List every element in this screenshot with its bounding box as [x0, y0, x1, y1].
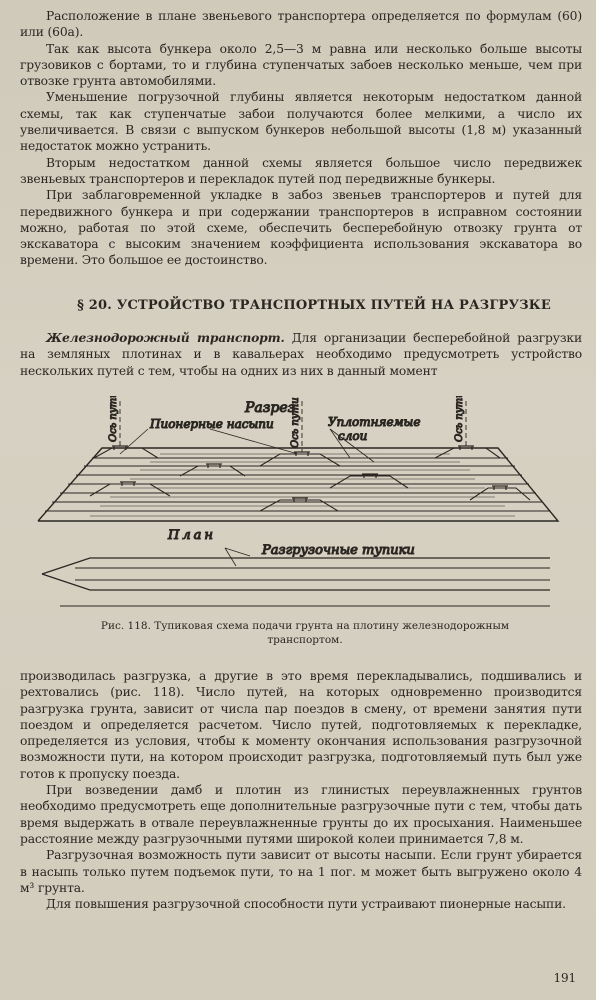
label-section: Разрез — [245, 400, 296, 416]
paragraph: Разгрузочная возможность пути зависит от высоты насыпи. Если грунт убирается в насыпь только путем подъемок пути, то на 1 пог. м может быть выгружено около 4 м³ грунта. — [20, 848, 582, 895]
paragraph: Для повышения разгрузочной способности пути устраивают пионерные насыпи. — [46, 897, 566, 912]
paragraph — [20, 330, 582, 379]
figure-caption — [90, 620, 520, 647]
label-compacted-1: Уплотняемые — [328, 415, 421, 429]
paragraph: При возведении дамб и плотин из глинистых переувлажненных грунтов необходимо предусмотреть еще дополнительные разгрузочные пути с тем, чтобы дать время выдержать в отвале переувлажненные грунты до их просыхания. Наименьшее расстояние между разгрузочными путями широкой колеи принимается 7,8 м. — [20, 783, 582, 846]
section-intro — [20, 330, 582, 379]
paragraph: Так как высота бункера около 2,5—3 м равна или несколько больше высоты грузовиков с бортами, то и глубина ступенчатых забоев несколько меньше, чем при отвозке грунта автомобилями. — [20, 41, 582, 89]
top-text-block — [20, 8, 582, 269]
paragraph: При заблаговременной укладке в забоз звеньев транспортеров и путей для передвижного бункера и при содержании транспортеров в исправном состоянии можно, работая по этой схеме, обеспечить бесперебойную отвозку грунта от экскаватора с высоким значением коэффициента использования экскаватора во времени. Это большое ее достоинство. — [20, 188, 582, 268]
paragraph: Расположение в плане звеньевого транспортера определяется по формулам (60) или (60а). — [20, 9, 582, 40]
caption-line: Рис. 118. Тупиковая схема подачи грунта на плотину железнодорожным — [100, 620, 510, 632]
paragraph: Вторым недостатком данной схемы является большое число передвижек звеньевых транспортеров и перекладок путей под передвижные бункеры. — [20, 155, 582, 186]
section-heading: § 20. УСТРОЙСТВО ТРАНСПОРТНЫХ ПУТЕЙ НА РАЗГРУЗКЕ — [77, 298, 551, 313]
paragraph: Уменьшение погрузочной глубины является некоторым недостатком данной схемы, так как ступенчатые забои получаются более мелкими, а число их увеличивается. В связи с выпуском бункеров небольшой высоты (1,8 м) указанный недостаток можно устранить. — [20, 90, 582, 154]
label-axis-1: Ось пути — [108, 396, 119, 442]
caption-line: транспортом. — [267, 633, 343, 646]
label-axis-3: Ось пути — [454, 396, 465, 442]
bottom-text-block — [20, 668, 582, 912]
paragraph: производилась разгрузка, а другие в это время перекладывались, подшивались и рехтовались (рис. 118). Число путей, на которых одновременно производится разгрузка грунта, зависит от числа пар поездов в смену, от времени занятия пути поездом и определяется расчетом. Число путей, подготовляемых к перекладке, определяется из условия, чтобы к моменту окончания использования разгрузочной возможности пути, на котором происходит разгрузка, подготовляемый путь был уже готов к пропуску поезда. — [20, 669, 582, 781]
figure-drawing — [30, 396, 570, 616]
runin-title: Железнодорожный транспорт. — [46, 330, 285, 345]
label-compacted-2: слои — [338, 429, 368, 443]
runin-text: Для организации бесперебойной разгрузки на земляных плотинах и в кавальерах необходимо предусмотреть устройство нескольких путей с тем, чтобы на одних из них в данный момент — [20, 331, 582, 378]
label-dead-ends: Разгрузочные тупики — [262, 543, 415, 558]
label-plan: План — [168, 528, 216, 543]
figure-118 — [30, 396, 570, 616]
label-pioneer: Пионерные насыпи — [150, 417, 274, 431]
page-number: 191 — [553, 971, 576, 985]
label-axis-2: Ось пути — [290, 397, 301, 448]
